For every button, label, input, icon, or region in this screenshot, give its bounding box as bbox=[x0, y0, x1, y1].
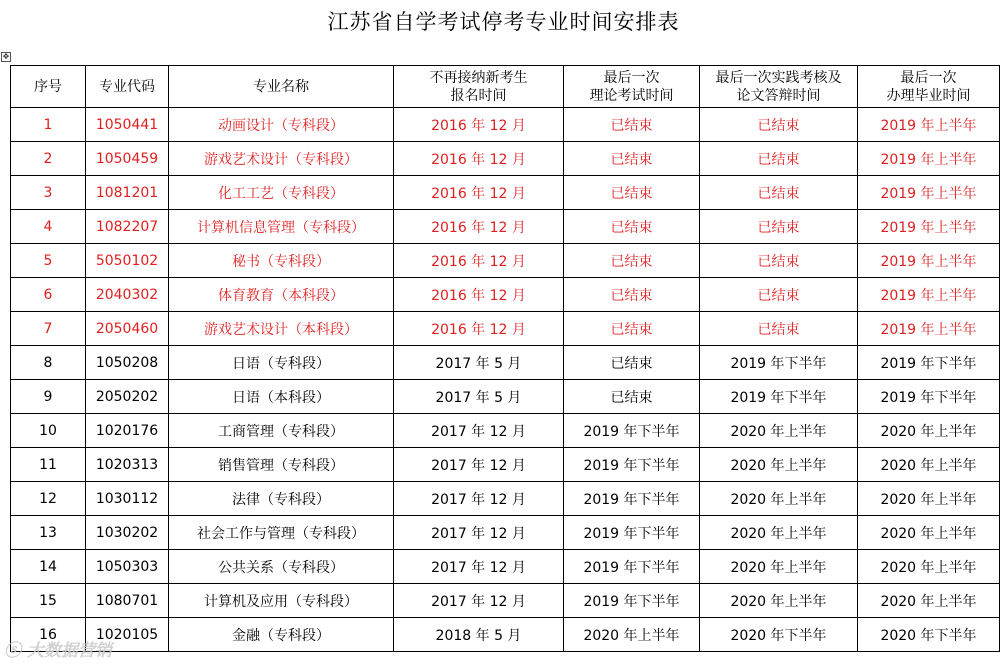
cell-stop-enroll: 2016 年 12 月 bbox=[394, 244, 564, 278]
cell-last-practice: 2020 年上半年 bbox=[700, 482, 858, 516]
cell-code: 1081201 bbox=[86, 176, 169, 210]
cell-last-grad: 2020 年上半年 bbox=[858, 516, 1000, 550]
cell-last-grad: 2019 年上半年 bbox=[858, 176, 1000, 210]
cell-last-practice: 2020 年上半年 bbox=[700, 550, 858, 584]
table-row bbox=[11, 142, 1000, 176]
cell-last-practice: 2019 年下半年 bbox=[700, 346, 858, 380]
cell-code: 1020105 bbox=[86, 618, 169, 652]
cell-seq: 6 bbox=[11, 278, 86, 312]
table-row bbox=[11, 380, 1000, 414]
cell-last-practice: 已结束 bbox=[700, 142, 858, 176]
cell-last-practice: 2020 年下半年 bbox=[700, 618, 858, 652]
header-last-theory-line2: 理论考试时间 bbox=[589, 87, 674, 104]
cell-seq: 15 bbox=[11, 584, 86, 618]
cell-name: 秘书（专科段） bbox=[169, 244, 394, 278]
cell-last-theory: 已结束 bbox=[564, 210, 700, 244]
table-row bbox=[11, 210, 1000, 244]
table-row bbox=[11, 448, 1000, 482]
cell-last-grad: 2020 年上半年 bbox=[858, 584, 1000, 618]
header-seq: 序号 bbox=[11, 66, 86, 108]
cell-seq: 2 bbox=[11, 142, 86, 176]
cell-last-theory: 已结束 bbox=[564, 244, 700, 278]
cell-code: 5050102 bbox=[86, 244, 169, 278]
cell-last-theory: 已结束 bbox=[564, 346, 700, 380]
cell-last-grad: 2020 年上半年 bbox=[858, 482, 1000, 516]
cell-seq: 3 bbox=[11, 176, 86, 210]
cell-seq: 7 bbox=[11, 312, 86, 346]
cell-last-practice: 2020 年上半年 bbox=[700, 584, 858, 618]
cell-name: 公共关系（专科段） bbox=[169, 550, 394, 584]
cell-seq: 13 bbox=[11, 516, 86, 550]
cell-seq: 9 bbox=[11, 380, 86, 414]
cell-code: 1030202 bbox=[86, 516, 169, 550]
table-row bbox=[11, 618, 1000, 652]
cell-last-grad: 2019 年上半年 bbox=[858, 278, 1000, 312]
table-row bbox=[11, 312, 1000, 346]
cell-stop-enroll: 2017 年 12 月 bbox=[394, 482, 564, 516]
cell-seq: 14 bbox=[11, 550, 86, 584]
cell-name: 社会工作与管理（专科段） bbox=[169, 516, 394, 550]
cell-last-grad: 2019 年下半年 bbox=[858, 380, 1000, 414]
cell-name: 动画设计（专科段） bbox=[169, 108, 394, 142]
cell-name: 游戏艺术设计（本科段） bbox=[169, 312, 394, 346]
schedule-table bbox=[10, 65, 1000, 652]
cell-last-theory: 2019 年下半年 bbox=[564, 584, 700, 618]
header-last-theory-line1: 最后一次 bbox=[603, 69, 660, 86]
cell-seq: 1 bbox=[11, 108, 86, 142]
table-row bbox=[11, 550, 1000, 584]
cell-last-theory: 2020 年上半年 bbox=[564, 618, 700, 652]
cell-stop-enroll: 2017 年 12 月 bbox=[394, 516, 564, 550]
cell-last-theory: 2019 年下半年 bbox=[564, 516, 700, 550]
cell-code: 1030112 bbox=[86, 482, 169, 516]
table-row bbox=[11, 414, 1000, 448]
cell-last-theory: 已结束 bbox=[564, 380, 700, 414]
header-last-practice-line1: 最后一次实践考核及 bbox=[715, 69, 842, 86]
cell-code: 2040302 bbox=[86, 278, 169, 312]
header-last-practice bbox=[700, 66, 858, 108]
watermark-logo: ⓢ 大数据营销 bbox=[4, 641, 112, 661]
cell-last-theory: 2019 年下半年 bbox=[564, 448, 700, 482]
header-stop-enroll bbox=[394, 66, 564, 108]
cell-last-practice: 已结束 bbox=[700, 312, 858, 346]
cell-last-practice: 已结束 bbox=[700, 210, 858, 244]
cell-name: 游戏艺术设计（专科段） bbox=[169, 142, 394, 176]
cell-last-practice: 已结束 bbox=[700, 176, 858, 210]
cell-name: 日语（本科段） bbox=[169, 380, 394, 414]
cell-code: 1050208 bbox=[86, 346, 169, 380]
header-name: 专业名称 bbox=[169, 66, 394, 108]
cell-code: 1050441 bbox=[86, 108, 169, 142]
cell-name: 体育教育（本科段） bbox=[169, 278, 394, 312]
cell-last-practice: 2019 年下半年 bbox=[700, 380, 858, 414]
header-last-theory bbox=[564, 66, 700, 108]
cell-code: 1050459 bbox=[86, 142, 169, 176]
table-row bbox=[11, 278, 1000, 312]
page-title: 江苏省自学考试停考专业时间安排表 bbox=[327, 10, 680, 34]
header-stop-enroll-line1: 不再接纳新考生 bbox=[429, 69, 528, 86]
header-last-grad-line2: 办理毕业时间 bbox=[886, 87, 971, 104]
cell-last-theory: 已结束 bbox=[564, 278, 700, 312]
cell-name: 销售管理（专科段） bbox=[169, 448, 394, 482]
table-move-handle-icon[interactable]: ✥ bbox=[2, 52, 10, 61]
table-row bbox=[11, 346, 1000, 380]
cell-last-theory: 2019 年下半年 bbox=[564, 482, 700, 516]
cell-stop-enroll: 2017 年 12 月 bbox=[394, 584, 564, 618]
cell-last-theory: 已结束 bbox=[564, 142, 700, 176]
cell-code: 2050460 bbox=[86, 312, 169, 346]
cell-stop-enroll: 2018 年 5 月 bbox=[394, 618, 564, 652]
cell-last-practice: 2020 年上半年 bbox=[700, 448, 858, 482]
header-last-grad-line1: 最后一次 bbox=[900, 69, 957, 86]
cell-stop-enroll: 2017 年 5 月 bbox=[394, 346, 564, 380]
cell-last-theory: 已结束 bbox=[564, 312, 700, 346]
cell-stop-enroll: 2017 年 12 月 bbox=[394, 550, 564, 584]
table-row bbox=[11, 516, 1000, 550]
cell-code: 2050202 bbox=[86, 380, 169, 414]
cell-code: 1082207 bbox=[86, 210, 169, 244]
cell-last-grad: 2020 年上半年 bbox=[858, 550, 1000, 584]
cell-last-theory: 已结束 bbox=[564, 108, 700, 142]
cell-seq: 11 bbox=[11, 448, 86, 482]
cell-seq: 10 bbox=[11, 414, 86, 448]
cell-last-theory: 2019 年下半年 bbox=[564, 550, 700, 584]
cell-last-practice: 已结束 bbox=[700, 108, 858, 142]
cell-last-grad: 2019 年上半年 bbox=[858, 108, 1000, 142]
cell-last-grad: 2020 年上半年 bbox=[858, 414, 1000, 448]
cell-last-grad: 2020 年上半年 bbox=[858, 448, 1000, 482]
cell-name: 计算机信息管理（专科段） bbox=[169, 210, 394, 244]
cell-stop-enroll: 2016 年 12 月 bbox=[394, 108, 564, 142]
cell-stop-enroll: 2016 年 12 月 bbox=[394, 142, 564, 176]
cell-name: 计算机及应用（专科段） bbox=[169, 584, 394, 618]
header-last-practice-line2: 论文答辩时间 bbox=[736, 87, 821, 104]
table-row bbox=[11, 176, 1000, 210]
cell-last-practice: 2020 年上半年 bbox=[700, 516, 858, 550]
table-row bbox=[11, 108, 1000, 142]
cell-code: 1080701 bbox=[86, 584, 169, 618]
table-row bbox=[11, 584, 1000, 618]
cell-code: 1050303 bbox=[86, 550, 169, 584]
cell-last-grad: 2019 年上半年 bbox=[858, 244, 1000, 278]
cell-last-grad: 2019 年下半年 bbox=[858, 346, 1000, 380]
cell-stop-enroll: 2016 年 12 月 bbox=[394, 278, 564, 312]
cell-name: 日语（专科段） bbox=[169, 346, 394, 380]
cell-stop-enroll: 2016 年 12 月 bbox=[394, 210, 564, 244]
cell-last-practice: 已结束 bbox=[700, 278, 858, 312]
cell-last-theory: 已结束 bbox=[564, 176, 700, 210]
table-header-row bbox=[11, 66, 1000, 108]
header-code: 专业代码 bbox=[86, 66, 169, 108]
cell-name: 工商管理（专科段） bbox=[169, 414, 394, 448]
cell-name: 法律（专科段） bbox=[169, 482, 394, 516]
cell-stop-enroll: 2017 年 12 月 bbox=[394, 414, 564, 448]
cell-last-grad: 2019 年上半年 bbox=[858, 210, 1000, 244]
cell-code: 1020176 bbox=[86, 414, 169, 448]
cell-seq: 8 bbox=[11, 346, 86, 380]
table-row bbox=[11, 244, 1000, 278]
header-stop-enroll-line2: 报名时间 bbox=[450, 87, 507, 104]
cell-seq: 16 bbox=[11, 618, 86, 652]
cell-last-practice: 2020 年上半年 bbox=[700, 414, 858, 448]
table-body bbox=[11, 108, 1000, 652]
header-last-grad bbox=[858, 66, 1000, 108]
cell-stop-enroll: 2017 年 5 月 bbox=[394, 380, 564, 414]
cell-name: 化工工艺（专科段） bbox=[169, 176, 394, 210]
cell-stop-enroll: 2017 年 12 月 bbox=[394, 448, 564, 482]
cell-code: 1020313 bbox=[86, 448, 169, 482]
cell-last-grad: 2019 年上半年 bbox=[858, 142, 1000, 176]
table-row bbox=[11, 482, 1000, 516]
cell-seq: 12 bbox=[11, 482, 86, 516]
cell-last-grad: 2020 年下半年 bbox=[858, 618, 1000, 652]
cell-stop-enroll: 2016 年 12 月 bbox=[394, 176, 564, 210]
cell-stop-enroll: 2016 年 12 月 bbox=[394, 312, 564, 346]
cell-seq: 4 bbox=[11, 210, 86, 244]
cell-last-practice: 已结束 bbox=[700, 244, 858, 278]
cell-last-grad: 2019 年上半年 bbox=[858, 312, 1000, 346]
cell-last-theory: 2019 年下半年 bbox=[564, 414, 700, 448]
cell-name: 金融（专科段） bbox=[169, 618, 394, 652]
cell-seq: 5 bbox=[11, 244, 86, 278]
